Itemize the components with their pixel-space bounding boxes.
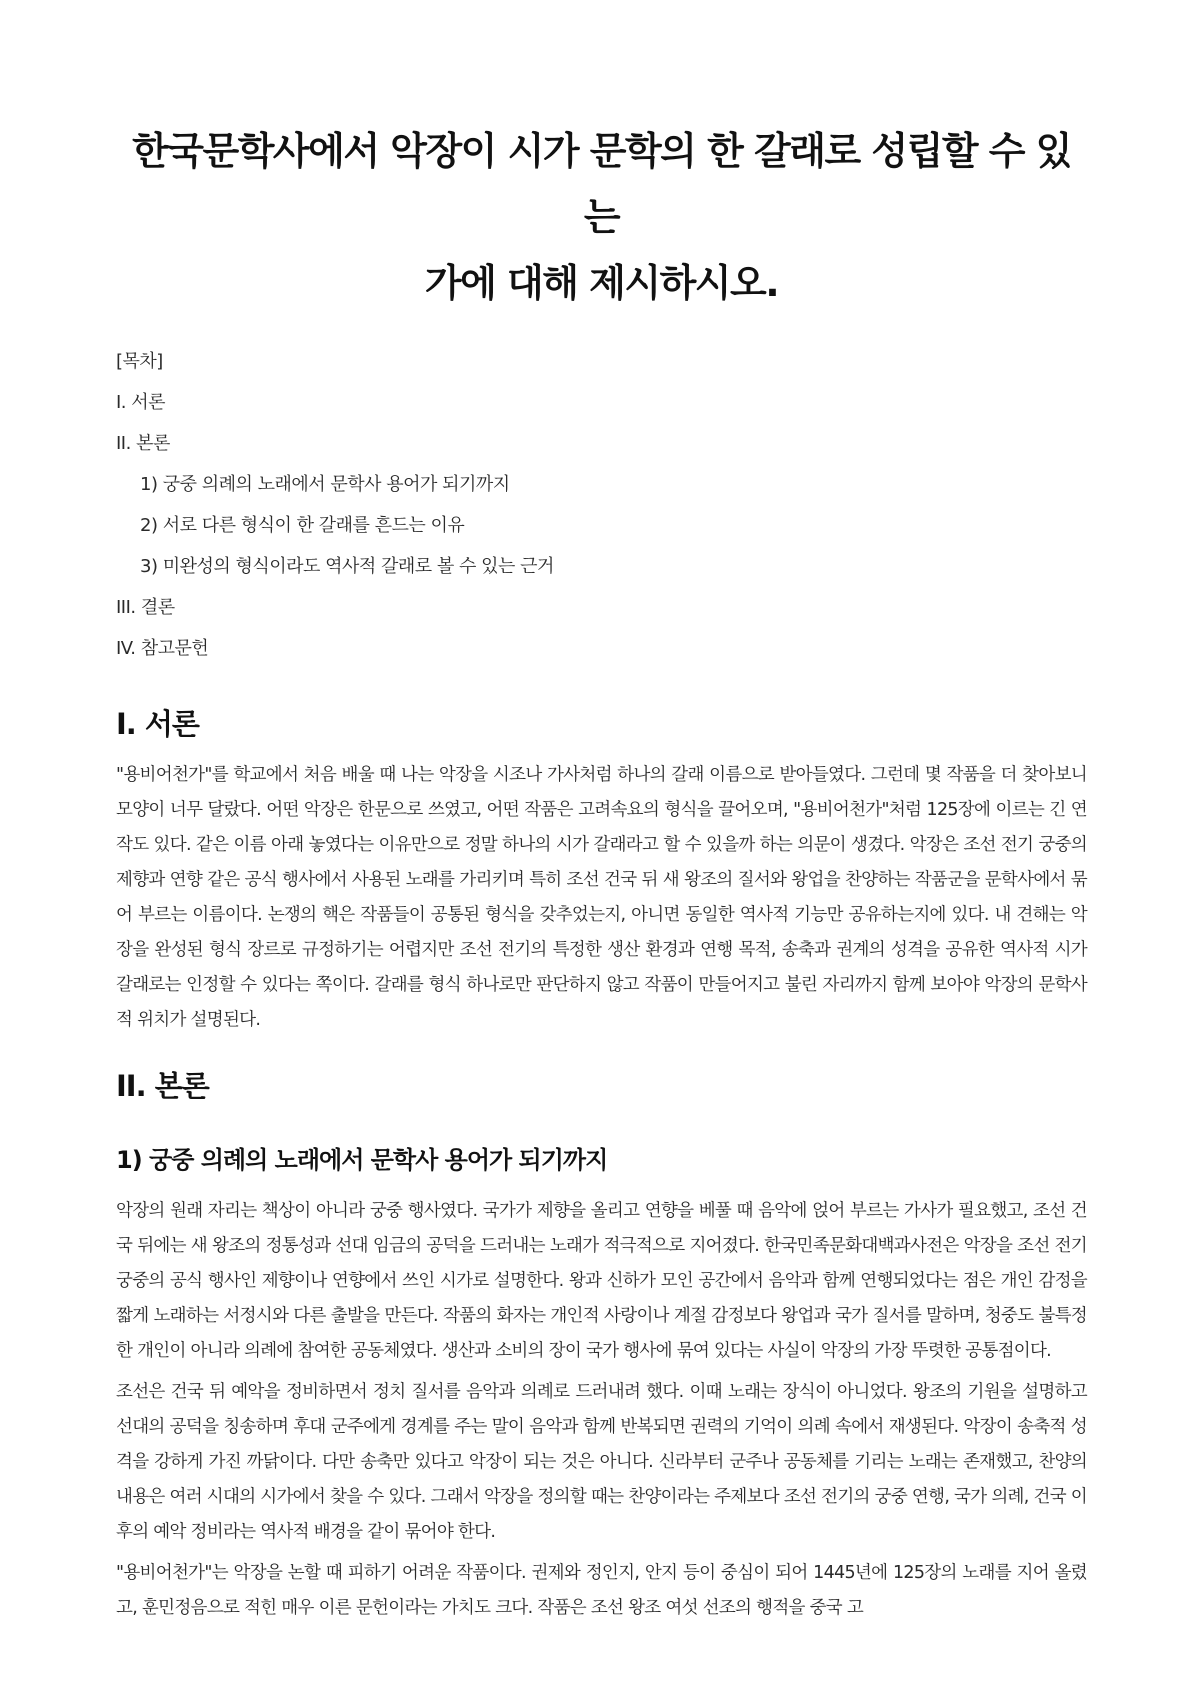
document-title-line2: 가에 대해 제시하시오.	[424, 261, 779, 305]
toc-item-body-3: 3) 미완성의 형식이라도 역사적 갈래로 볼 수 있는 근거	[140, 556, 554, 577]
toc-item-body-1: 1) 궁중 의례의 노래에서 문학사 용어가 되기까지	[140, 474, 510, 495]
body-paragraph-1: 악장의 원래 자리는 책상이 아니라 궁중 행사였다. 국가가 제향을 올리고 연향을 베풀 때 음악에 얹어 부르는 가사가 필요했고, 조선 건국 뒤에는 새 왕조의 정통성과 선대 임금의 공덕을 드러내는 노래가 적극적으로 지어졌다. 한국민족문화대백과사전은 악장을 조선 전기 궁중의 공식 행사인 제향이나 연향에서 쓰인 시가로 설명한다. 왕과 신하가 모인 공간에서 음악과 함께 연행되었다는 점은 개인 감정을 짧게 노래하는 서정시와 다른 출발을 만든다. 작품의 화자는 개인적 사랑이나 계절 감정보다 왕업과 국가 질서를 말하며, 청중도 불특정한 개인이 아니라 의례에 참여한 공동체였다. 생산과 소비의 장이 국가 행사에 묶여 있다는 사실이 악장의 가장 뚜렷한 공통점이다.	[116, 1201, 1087, 1361]
section-heading-intro: I. 서론	[116, 707, 199, 741]
section-heading-body: II. 본론	[116, 1069, 209, 1103]
body-paragraph-3: "용비어천가"는 악장을 논할 때 피하기 어려운 작품이다. 권제와 정인지, 안지 등이 중심이 되어 1445년에 125장의 노래를 지어 올렸고, 훈민정음으로 적힌 매우 이른 문헌이라는 가치도 크다. 작품은 조선 왕조 여섯 선조의 행적을 중국 고	[116, 1563, 1087, 1618]
subsection-heading-1: 1) 궁중 의례의 노래에서 문학사 용어가 되기까지	[116, 1146, 608, 1174]
document-title-line1: 한국문학사에서 악장이 시가 문학의 한 갈래로 성립할 수 있는	[132, 129, 1071, 239]
toc-item-body: II. 본론	[116, 433, 170, 454]
toc-item-intro: I. 서론	[116, 392, 166, 413]
document-title	[116, 118, 1087, 316]
intro-paragraph: "용비어천가"를 학교에서 처음 배울 때 나는 악장을 시조나 가사처럼 하나의 갈래 이름으로 받아들였다. 그런데 몇 작품을 더 찾아보니 모양이 너무 달랐다. 어떤 악장은 한문으로 쓰였고, 어떤 작품은 고려속요의 형식을 끌어오며, "용비어천가"처럼 125장에 이르는 긴 연작도 있다. 같은 이름 아래 놓였다는 이유만으로 정말 하나의 시가 갈래라고 할 수 있을까 하는 의문이 생겼다. 악장은 조선 전기 궁중의 제향과 연향 같은 공식 행사에서 사용된 노래를 가리키며 특히 조선 건국 뒤 새 왕조의 질서와 왕업을 찬양하는 작품군을 문학사에서 묶어 부르는 이름이다. 논쟁의 핵은 작품들이 공통된 형식을 갖추었는지, 아니면 동일한 역사적 기능만 공유하는지에 있다. 내 견해는 악장을 완성된 형식 장르로 규정하기는 어렵지만 조선 전기의 특정한 생산 환경과 연행 목적, 송축과 권계의 성격을 공유한 역사적 시가 갈래로는 인정할 수 있다는 쪽이다. 갈래를 형식 하나로만 판단하지 않고 작품이 만들어지고 불린 자리까지 함께 보아야 악장의 문학사적 위치가 설명된다.	[116, 765, 1087, 1030]
table-of-contents	[116, 350, 1087, 678]
toc-item-body-2: 2) 서로 다른 형식이 한 갈래를 흔드는 이유	[140, 515, 465, 536]
toc-item-conclusion: III. 결론	[116, 597, 175, 618]
toc-item-references: IV. 참고문헌	[116, 638, 209, 659]
toc-heading: [목차]	[116, 351, 163, 372]
body-paragraph-2: 조선은 건국 뒤 예악을 정비하면서 정치 질서를 음악과 의례로 드러내려 했다. 이때 노래는 장식이 아니었다. 왕조의 기원을 설명하고 선대의 공덕을 칭송하며 후대 군주에게 경계를 주는 말이 음악과 함께 반복되면 권력의 기억이 의례 속에서 재생된다. 악장이 송축적 성격을 강하게 가진 까닭이다. 다만 송축만 있다고 악장이 되는 것은 아니다. 신라부터 군주나 공동체를 기리는 노래는 존재했고, 찬양의 내용은 여러 시대의 시가에서 찾을 수 있다. 그래서 악장을 정의할 때는 찬양이라는 주제보다 조선 전기의 궁중 연행, 국가 의례, 건국 이후의 예악 정비라는 역사적 배경을 같이 묶어야 한다.	[116, 1382, 1087, 1542]
